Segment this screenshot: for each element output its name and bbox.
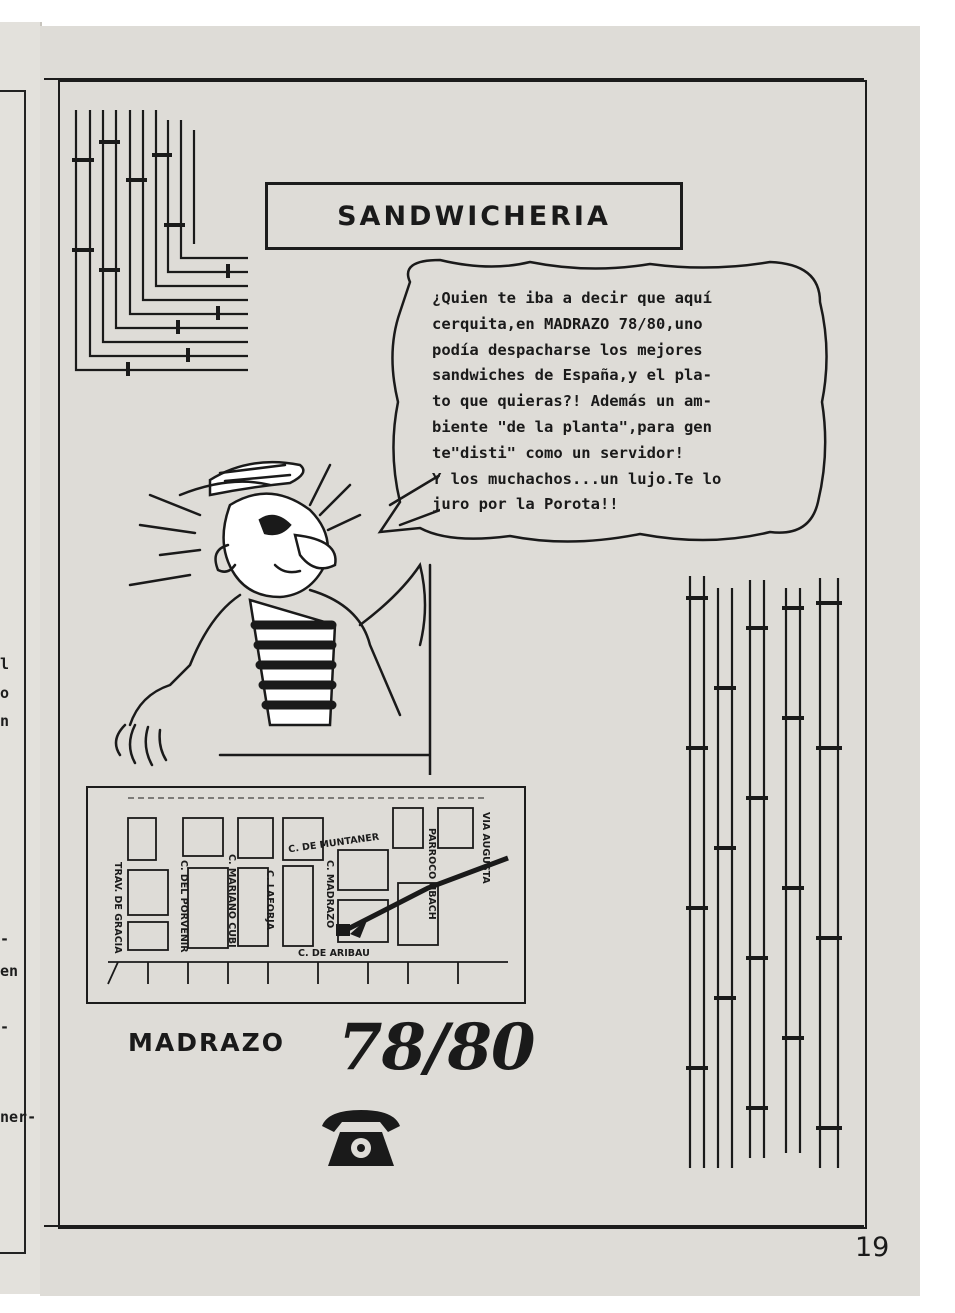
speech-line: ¿Quien te iba a decir que aquí [432, 289, 712, 307]
left-page-fragment: en [0, 962, 19, 980]
page-background [920, 0, 955, 1313]
cartoon-character-illustration [100, 425, 440, 775]
address-number: 78/80 [338, 1010, 535, 1085]
speech-line: juro por la Porota!! [432, 495, 619, 514]
map-label-parroco-ubach: PARROCO UBACH [426, 828, 437, 920]
map-label-via-augusta: VIA AUGUSTA [480, 812, 491, 884]
bottom-rule [44, 1225, 864, 1227]
title-box [265, 182, 683, 250]
left-page-fragment: ner- [0, 1108, 37, 1126]
page-title: SANDWICHERIA [337, 200, 611, 232]
left-page-fragment: - [0, 1018, 10, 1036]
map-label-laforja: C. LAFORJA [264, 870, 275, 931]
speech-line: sandwiches de España,y el pla- [432, 366, 712, 385]
speech-line: cerquita,en MADRAZO 78/80,uno [432, 314, 703, 333]
speech-line: podía despacharse los mejores [432, 340, 703, 359]
map-label-muntaner: C. DE MUNTANER [287, 831, 380, 856]
bamboo-illustration-top-left [68, 100, 258, 400]
top-rule [44, 78, 864, 80]
map-label-porvenir: C. DEL PORVENIR [178, 860, 189, 953]
speech-line: te"disti" como un servidor! [432, 443, 684, 462]
page-number: 19 [855, 1232, 890, 1263]
location-map [86, 786, 526, 1004]
left-page-fragment: o [0, 684, 10, 702]
map-streets [88, 788, 524, 1002]
map-label-mariano-cubi: C. MARIANO CUBI [226, 854, 237, 948]
left-page-fragment: - [0, 930, 10, 948]
map-label-trav-gracia: TRAV. DE GRACIA [112, 862, 123, 954]
speech-bubble-text [432, 286, 832, 518]
telephone-icon [318, 1108, 404, 1170]
left-page-fragment: n [0, 712, 10, 730]
speech-line: biente "de la planta",para gen [432, 417, 712, 436]
left-page-fragment: l [0, 655, 10, 673]
speech-line: Y los muchachos...un lujo.Te lo [432, 469, 722, 488]
bamboo-illustration-right [678, 568, 858, 1178]
map-label-madrazo: C. MADRAZO [324, 860, 335, 929]
address-street: MADRAZO [128, 1028, 285, 1057]
speech-line: to que quieras?! Además un am- [432, 392, 712, 411]
map-label-aribau: C. DE ARIBAU [298, 948, 370, 959]
